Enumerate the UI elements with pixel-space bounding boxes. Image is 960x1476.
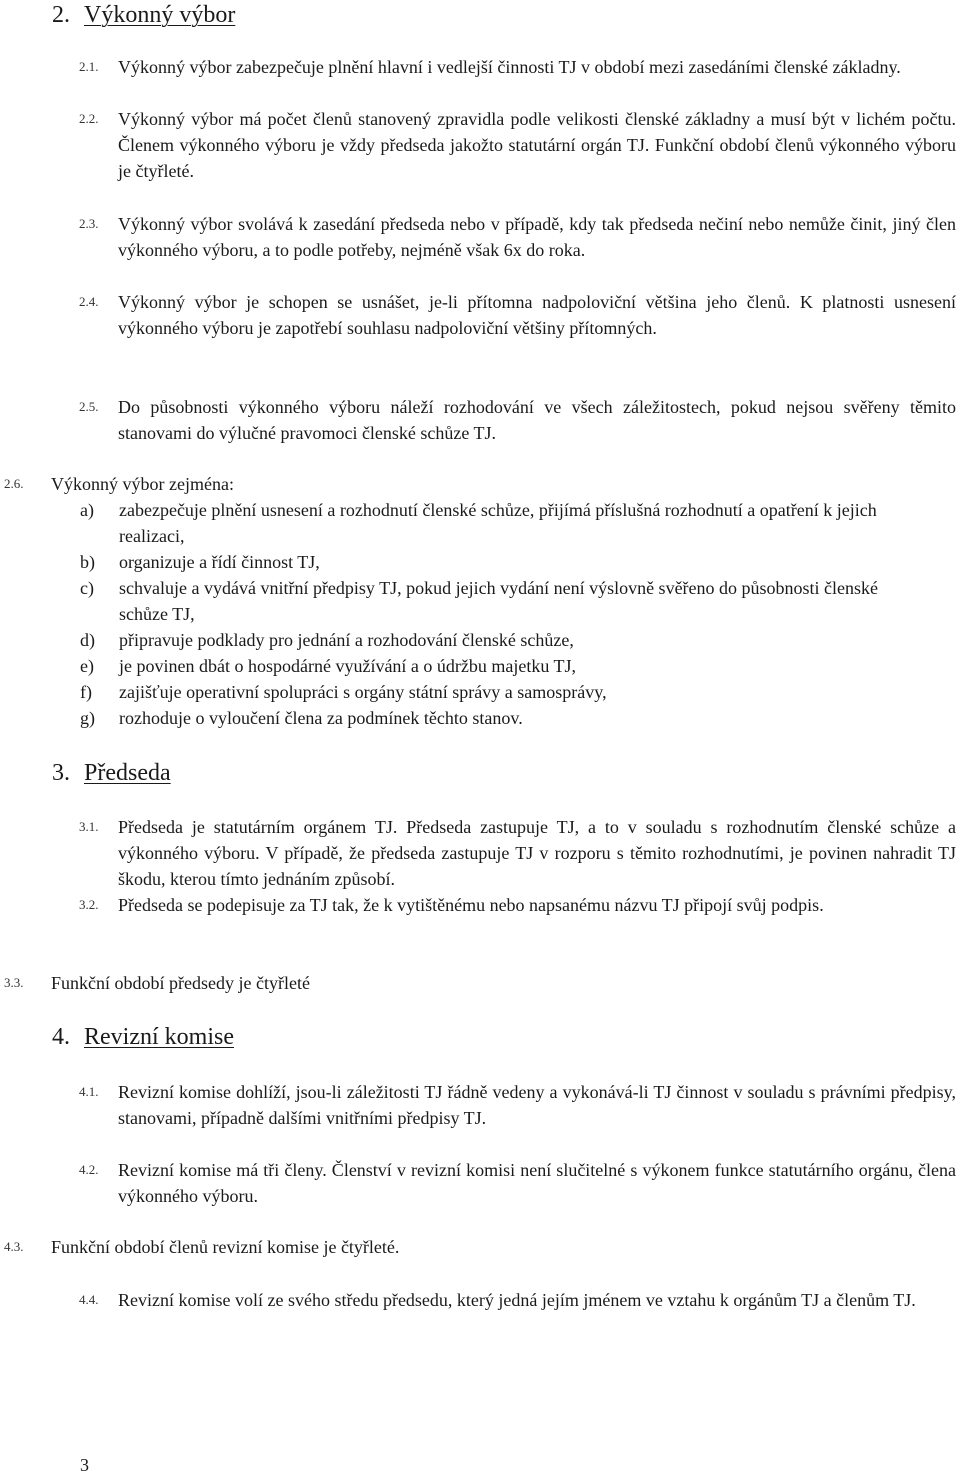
paragraph-number: 4.2.: [79, 1162, 99, 1177]
paragraph-text: Revizní komise volí ze svého středu předsedu, který jedná jejím jménem ve vztahu k orgánům TJ a členům TJ.: [118, 1290, 916, 1310]
sub-item-e: [80, 653, 956, 679]
paragraph-text: Výkonný výbor má počet členů stanovený zpravidla podle velikosti členské základny a musí být v lichém počtu. Členem výkonného výboru je vždy předseda jakožto statutární orgán TJ. Funkční období členů výkonného výboru je čtyřleté.: [118, 109, 956, 181]
section-number: 3.: [52, 760, 70, 786]
paragraph-text: Výkonný výbor svolává k zasedání předseda nebo v případě, kdy tak předseda nečiní nebo nemůže činit, jiný člen výkonného výboru, a to podle potřeby, nejméně však 6x do roka.: [118, 214, 956, 260]
sub-item-f: [80, 679, 956, 705]
paragraph-4-2: [0, 1157, 960, 1209]
paragraph-text: Funkční období předsedy je čtyřleté: [51, 973, 310, 993]
paragraph-4-4: [0, 1287, 960, 1339]
sub-item-letter: c): [80, 578, 94, 598]
paragraph-number: 4.4.: [79, 1292, 99, 1307]
paragraph-text: Výkonný výbor zejména:: [51, 474, 234, 494]
sub-item-text: organizuje a řídí činnost TJ,: [119, 552, 320, 572]
paragraph-text: Předseda je statutárním orgánem TJ. Předseda zastupuje TJ, a to v souladu s rozhodnutím členské schůze a výkonného výboru. V případě, že předseda zastupuje TJ v rozporu s těmito rozhodnutími, je povinen nahradit TJ škodu, kterou tímto jednáním způsobí.: [118, 817, 956, 889]
paragraph-2-2: [0, 106, 960, 184]
paragraph-number: 4.1.: [79, 1084, 99, 1099]
sub-item-letter: d): [80, 630, 95, 650]
sub-item-a: [80, 497, 956, 549]
paragraph-text: Výkonný výbor zabezpečuje plnění hlavní i vedlejší činnosti TJ v období mezi zasedáními členské základny.: [118, 57, 901, 77]
paragraph-2-6: [0, 471, 960, 497]
paragraph-3-2: [0, 892, 960, 944]
section-number: 4.: [52, 1024, 70, 1050]
paragraph-text: Do působnosti výkonného výboru náleží rozhodování ve všech záležitostech, pokud nejsou svěřeny těmito stanovami do výlučné pravomoci členské schůze TJ.: [118, 397, 956, 443]
paragraph-number: 3.2.: [79, 897, 99, 912]
sub-item-text: zajišťuje operativní spolupráci s orgány státní správy a samosprávy,: [119, 682, 607, 702]
paragraph-3-3: [0, 970, 960, 996]
paragraph-number: 2.5.: [79, 399, 99, 414]
paragraph-number: 4.3.: [4, 1239, 24, 1254]
sub-item-b: [80, 549, 956, 575]
sub-item-c: [80, 575, 956, 627]
sub-item-list: [80, 497, 960, 731]
paragraph-text: Výkonný výbor je schopen se usnášet, je-li přítomna nadpoloviční většina jeho členů. K platnosti usnesení výkonného výboru je zapotřebí souhlasu nadpoloviční většiny přítomných.: [118, 292, 956, 338]
sub-item-d: [80, 627, 956, 653]
section-heading-4: [52, 1022, 234, 1052]
paragraph-number: 3.1.: [79, 819, 99, 834]
page-number: 3: [80, 1455, 89, 1475]
paragraph-2-1: [0, 54, 960, 106]
paragraph-number: 3.3.: [4, 975, 24, 990]
paragraph-text: Revizní komise má tři členy. Členství v revizní komisi není slučitelné s výkonem funkce statutárního orgánu, člena výkonného výboru.: [118, 1160, 956, 1206]
paragraph-text: Funkční období členů revizní komise je čtyřleté.: [51, 1237, 400, 1257]
paragraph-number: 2.1.: [79, 59, 99, 74]
paragraph-2-4: [0, 289, 960, 367]
paragraph-3-1: [0, 814, 960, 892]
section-heading-3: [52, 758, 171, 788]
sub-item-text: rozhoduje o vyloučení člena za podmínek těchto stanov.: [119, 708, 523, 728]
paragraph-text: Předseda se podepisuje za TJ tak, že k vytištěnému nebo napsanému názvu TJ připojí svůj podpis.: [118, 895, 824, 915]
sub-item-letter: f): [80, 682, 92, 702]
section-number: 2.: [52, 2, 70, 28]
sub-item-letter: b): [80, 552, 95, 572]
section-title: Revizní komise: [84, 1024, 234, 1050]
paragraph-number: 2.6.: [4, 476, 24, 491]
paragraph-2-5: [0, 394, 960, 446]
sub-item-g: [80, 705, 956, 731]
paragraph-4-1: [0, 1079, 960, 1131]
paragraph-2-3: [0, 211, 960, 263]
sub-item-text: zabezpečuje plnění usnesení a rozhodnutí členské schůze, přijímá příslušná rozhodnutí a opatření k jejich realizaci,: [119, 500, 877, 546]
section-title: Výkonný výbor: [84, 2, 236, 28]
paragraph-text: Revizní komise dohlíží, jsou-li záležitosti TJ řádně vedeny a vykonává-li TJ činnost v souladu s právními předpisy, stanovami, případně dalšími vnitřními předpisy TJ.: [118, 1082, 956, 1128]
section-heading-2: [52, 0, 235, 30]
sub-item-letter: e): [80, 656, 94, 676]
paragraph-number: 2.3.: [79, 216, 99, 231]
paragraph-number: 2.2.: [79, 111, 99, 126]
sub-item-text: je povinen dbát o hospodárné využívání a o údržbu majetku TJ,: [119, 656, 577, 676]
sub-item-text: připravuje podklady pro jednání a rozhodování členské schůze,: [119, 630, 574, 650]
sub-item-text: schvaluje a vydává vnitřní předpisy TJ, pokud jejich vydání není výslovně svěřeno do působnosti členské schůze TJ,: [119, 578, 879, 624]
paragraph-number: 2.4.: [79, 294, 99, 309]
paragraph-4-3: [0, 1234, 960, 1260]
sub-item-letter: g): [80, 708, 95, 728]
sub-item-letter: a): [80, 500, 94, 520]
section-title: Předseda: [84, 760, 171, 786]
